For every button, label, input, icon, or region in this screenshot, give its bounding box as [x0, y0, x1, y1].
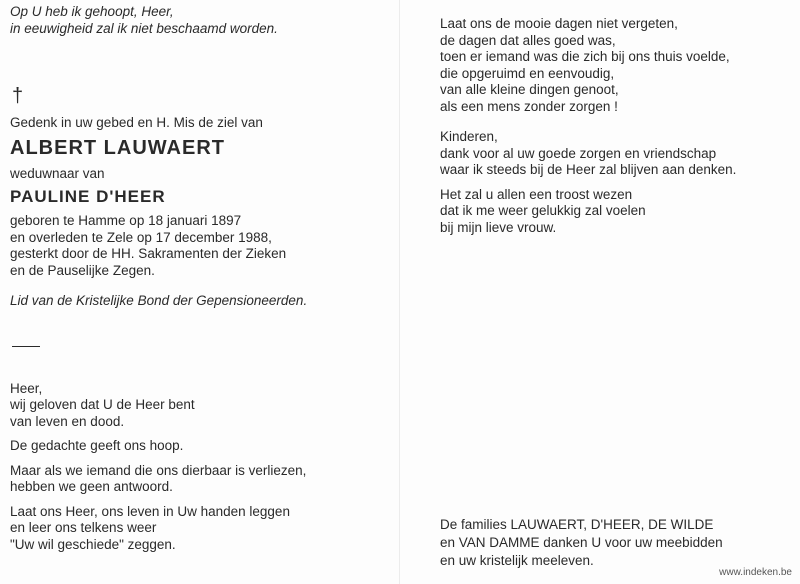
opening-line-1: Op U heb ik gehoopt, Heer,	[10, 4, 174, 19]
poem-line: Laat ons de mooie dagen niet vergeten,	[440, 16, 678, 31]
prayer-line: Heer,	[10, 380, 43, 396]
prayer-line: hebben we geen antwoord.	[10, 479, 173, 494]
right-page	[440, 16, 790, 236]
poem-line: dat ik me weer gelukkig zal voelen	[440, 203, 646, 218]
remember-text: Gedenk in uw gebed en H. Mis de ziel van	[10, 115, 263, 130]
life-line-4: en de Pauselijke Zegen.	[10, 262, 155, 278]
life-line-2: en overleden te Zele op 17 december 1988,	[10, 229, 272, 245]
membership-text: Lid van de Kristelijke Bond der Gepensioneerden.	[10, 293, 308, 308]
cross-symbol: †	[12, 85, 24, 107]
poem-line: die opgeruimd en eenvoudig,	[440, 65, 615, 81]
prayer-line: Maar als we iemand die ons dierbaar is verliezen,	[10, 462, 307, 478]
poem-line: Kinderen,	[440, 129, 498, 144]
deceased-name: ALBERT LAUWAERT	[10, 136, 225, 159]
prayer-line: Laat ons Heer, ons leven in Uw handen leggen	[10, 503, 290, 519]
divider-dash	[12, 346, 40, 347]
prayer-line: wij geloven dat U de Heer bent	[10, 397, 195, 412]
thanks-line: en VAN DAMME danken U voor uw meebidden	[440, 535, 723, 550]
watermark-text: www.indeken.be	[719, 567, 792, 578]
prayer-line: "Uw wil geschiede" zeggen.	[10, 536, 176, 552]
life-line-3: gesterkt door de HH. Sakramenten der Zieken	[10, 246, 287, 261]
fold-line	[399, 0, 400, 584]
opening-line-2: in eeuwigheid zal ik niet beschaamd worden.	[10, 20, 278, 36]
poem-line: waar ik steeds bij de Heer zal blijven aan denken.	[440, 162, 737, 177]
prayer-line: De gedachte geeft ons hoop.	[10, 438, 184, 453]
poem-line: de dagen dat alles goed was,	[440, 32, 616, 48]
left-page	[10, 4, 390, 553]
life-line-1: geboren te Hamme op 18 januari 1897	[10, 213, 242, 228]
family-thanks	[440, 516, 795, 570]
thanks-line: De families LAUWAERT, D'HEER, DE WILDE	[440, 517, 714, 532]
widower-of-text: weduwnaar van	[10, 165, 105, 181]
prayer-line: van leven en dood.	[10, 413, 125, 429]
poem-line: van alle kleine dingen genoot,	[440, 82, 619, 97]
thanks-line: en uw kristelijk meeleven.	[440, 553, 594, 568]
spouse-name: PAULINE D'HEER	[10, 187, 166, 206]
poem-line: Het zal u allen een troost wezen	[440, 186, 633, 202]
prayer-line: en leer ons telkens weer	[10, 520, 157, 535]
poem-line: toen er iemand was die zich bij ons thuis voelde,	[440, 49, 730, 64]
poem-line: als een mens zonder zorgen !	[440, 98, 618, 114]
poem-line: dank voor al uw goede zorgen en vriendschap	[440, 145, 717, 161]
poem-line: bij mijn lieve vrouw.	[440, 219, 557, 235]
